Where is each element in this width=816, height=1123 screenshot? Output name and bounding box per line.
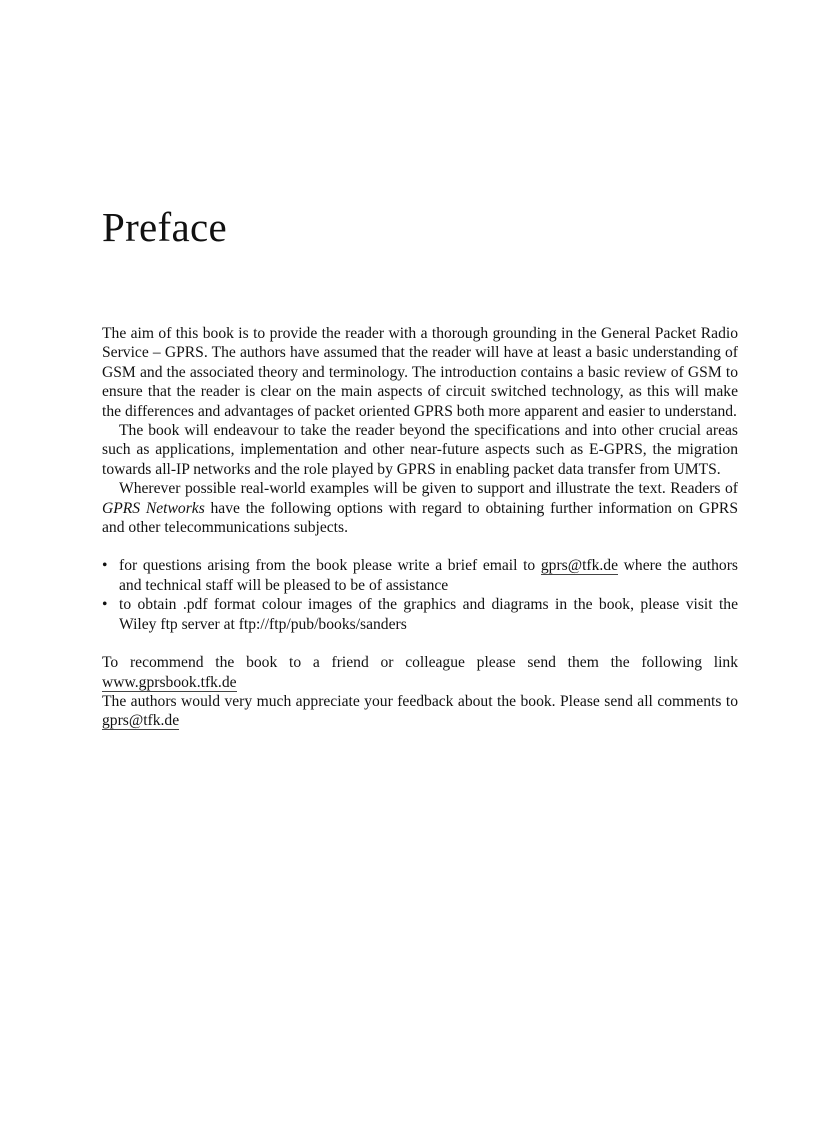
- feedback-paragraph: [102, 692, 738, 731]
- intro-paragraph: The aim of this book is to provide the reader with a thorough grounding in the General Packet Radio Service – GPRS. The authors have assumed that the reader will have at least a basic understanding of GSM and the associated theory and terminology. The introduction contains a basic review of GSM to ensure that the reader is clear on the main aspects of circuit switched technology, as this will make the differences and advantages of packet oriented GPRS both more apparent and easier to understand.: [102, 325, 738, 420]
- book-title-italic: GPRS Networks: [102, 499, 205, 517]
- website-link[interactable]: www.gprsbook.tfk.de: [102, 673, 237, 691]
- list-item-text-end: where the authors and technical staff will be pleased to be of assistance: [119, 557, 738, 594]
- recommend-text: To recommend the book to a friend or colleague please send them the following link: [102, 654, 738, 672]
- list-item-text: for questions arising from the book please write a brief email to: [119, 557, 541, 575]
- feedback-email-link[interactable]: gprs@tfk.de: [102, 712, 180, 730]
- options-list: [102, 556, 738, 634]
- body-text: [102, 324, 738, 731]
- bullet-icon: •: [102, 557, 108, 575]
- options-text-start: Wherever possible real-world examples will be given to support and illustrate the text. Readers of: [119, 480, 738, 498]
- list-item: [102, 556, 738, 595]
- recommend-paragraph: [102, 653, 738, 692]
- page-title: Preface: [102, 204, 227, 250]
- list-item-text: to obtain .pdf format colour images of the graphics and diagrams in the book, please visit the Wiley ftp server at ftp://ftp/pub/books/sanders: [119, 596, 738, 633]
- bullet-icon: •: [102, 596, 108, 614]
- options-text-end: have the following options with regard to obtaining further information on GPRS and other telecommunications subjects.: [102, 499, 738, 537]
- scope-paragraph: The book will endeavour to take the reader beyond the specifications and into other crucial areas such as applications, implementation and other near-future aspects such as E-GPRS, the migration towards all-IP networks and the role played by GPRS in enabling packet data transfer from UMTS.: [102, 422, 738, 478]
- feedback-text: The authors would very much appreciate your feedback about the book. Please send all comments to: [102, 692, 738, 710]
- email-link[interactable]: gprs@tfk.de: [540, 557, 619, 575]
- options-paragraph: [102, 479, 738, 537]
- list-item: [102, 595, 738, 634]
